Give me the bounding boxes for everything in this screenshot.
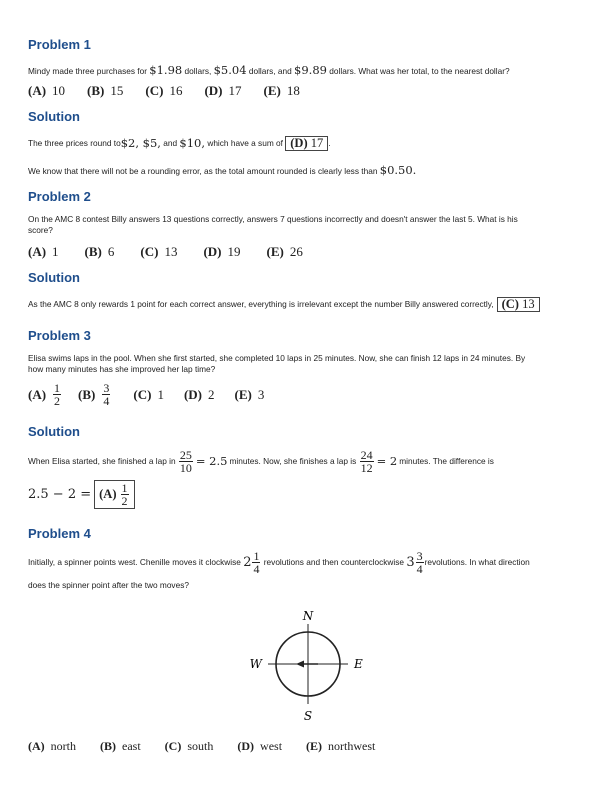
choice-a: (A) north xyxy=(28,739,77,753)
solution-text: minutes. The difference is xyxy=(399,456,494,466)
solution-text: . xyxy=(328,138,331,148)
choice-e: (E) 26 xyxy=(266,244,303,259)
problem-2-choices xyxy=(28,244,303,260)
math-price: $10, xyxy=(179,136,206,150)
problem-3-question xyxy=(28,353,525,375)
question-line-2: how many minutes has she improved her lap time? xyxy=(28,364,216,374)
problem-3-solution-heading: Solution xyxy=(28,424,80,439)
problem-2-solution xyxy=(28,297,540,312)
question-text: Initially, a spinner points west. Chenille moves it clockwise xyxy=(28,557,244,567)
choice-c: (C) south xyxy=(164,739,214,753)
problem-2-solution-heading: Solution xyxy=(28,270,80,285)
choice-b: (B) east xyxy=(100,739,141,753)
solution-text: minutes. Now, she finishes a lap is xyxy=(229,456,359,466)
problem-1-solution-line-2 xyxy=(28,165,416,177)
answer-box: (C) 13 xyxy=(497,297,540,312)
price-2: $5.04 xyxy=(213,63,247,77)
choice-d: (D) west xyxy=(237,739,283,753)
answer-box: (D) 17 xyxy=(285,136,328,151)
solution-text: As the AMC 8 only rewards 1 point for each correct answer, everything is irrelevant except the number Billy answered correctly, xyxy=(28,299,494,309)
fraction-24-12: $\frac{24}{12}$ xyxy=(360,448,373,475)
choice-b: (B) 15 xyxy=(87,83,124,98)
solution-text: We know that there will not be a rounding error, as the total amount rounded is clearly less than xyxy=(28,166,380,176)
answer-box: (A) $\frac{1}{2}$ xyxy=(94,480,134,509)
solution-text: and xyxy=(160,138,180,148)
price-3: $9.89 xyxy=(294,63,327,77)
fraction-25-10: $\frac{25}{10}$ xyxy=(179,448,192,475)
problem-4-heading: Problem 4 xyxy=(28,526,91,541)
problem-3-solution-line-2 xyxy=(28,480,135,509)
problem-1-choices xyxy=(28,83,300,99)
choice-a: (A) $\frac{1}{2}$ xyxy=(28,381,61,408)
question-text: revolutions. In what direction xyxy=(424,557,530,567)
problem-1-solution-line-1 xyxy=(28,136,331,151)
spinner-compass-diagram xyxy=(240,602,380,728)
equation: = 2 xyxy=(376,454,398,468)
price-1: $1.98 xyxy=(149,63,183,77)
choice-a: (A) 10 xyxy=(28,83,66,98)
solution-text: When Elisa started, she finished a lap in xyxy=(28,456,178,466)
compass-west-label: W xyxy=(249,657,262,671)
problem-4-question-line-1 xyxy=(28,550,530,575)
question-text: revolutions and then counterclockwise xyxy=(261,557,407,567)
choice-e: (E) 3 xyxy=(234,386,265,402)
choice-b: (B) $\frac{3}{4}$ xyxy=(78,381,110,408)
question-text: Mindy made three purchases for xyxy=(28,66,150,76)
compass-east-label: E xyxy=(354,657,363,671)
choice-d: (D) 2 xyxy=(183,386,215,402)
choice-c: (C) 1 xyxy=(133,386,164,402)
equation: = 2.5 xyxy=(195,454,228,468)
problem-1-solution-heading: Solution xyxy=(28,109,80,124)
problem-1-question xyxy=(28,65,510,77)
question-line-2: score? xyxy=(28,225,53,235)
question-text: dollars, xyxy=(182,66,214,76)
choice-a: (A) 1 xyxy=(28,244,59,259)
problem-2-heading: Problem 2 xyxy=(28,189,91,204)
problem-4-choices xyxy=(28,739,375,754)
question-line-1: On the AMC 8 contest Billy answers 13 questions correctly, answers 7 questions incorrectly and doesn't answer the last 5. What is his xyxy=(28,214,518,224)
solution-text: which have a sum of xyxy=(205,138,286,148)
problem-3-heading: Problem 3 xyxy=(28,328,91,343)
problem-4-question-line-2: does the spinner point after the two moves? xyxy=(28,580,189,590)
problem-2-question xyxy=(28,214,518,236)
solution-text: The three prices round to xyxy=(28,138,121,148)
pointer-arrow-icon xyxy=(296,661,304,668)
problem-3-choices xyxy=(28,382,264,407)
choice-d: (D) 19 xyxy=(203,244,241,259)
math-amount: $0.50. xyxy=(379,163,417,177)
difference-equation: 2.5 − 2 = xyxy=(28,487,92,502)
problem-1-heading: Problem 1 xyxy=(28,37,91,52)
choice-c: (C) 13 xyxy=(140,244,178,259)
choice-e: (E) 18 xyxy=(263,83,300,98)
compass-north-label: N xyxy=(302,609,314,623)
choice-e: (E) northwest xyxy=(306,739,376,753)
problem-3-solution-line-1 xyxy=(28,449,494,474)
question-line-1: Elisa swims laps in the pool. When she first started, she completed 10 laps in 25 minutes. Now, she can finish 12 laps in 24 minutes. By xyxy=(28,353,526,363)
choice-c: (C) 16 xyxy=(145,83,183,98)
question-text: dollars, and xyxy=(246,66,295,76)
compass-south-label: S xyxy=(303,709,313,723)
math-prices: $2, $5, xyxy=(120,136,161,150)
question-text: dollars. What was her total, to the nearest dollar? xyxy=(326,66,510,76)
mixed-number-2-1-4: 2 $\frac{1}{4}$ xyxy=(243,549,260,576)
mixed-number-3-3-4: 3 $\frac{3}{4}$ xyxy=(406,549,423,576)
choice-b: (B) 6 xyxy=(84,244,115,259)
choice-d: (D) 17 xyxy=(204,83,242,98)
